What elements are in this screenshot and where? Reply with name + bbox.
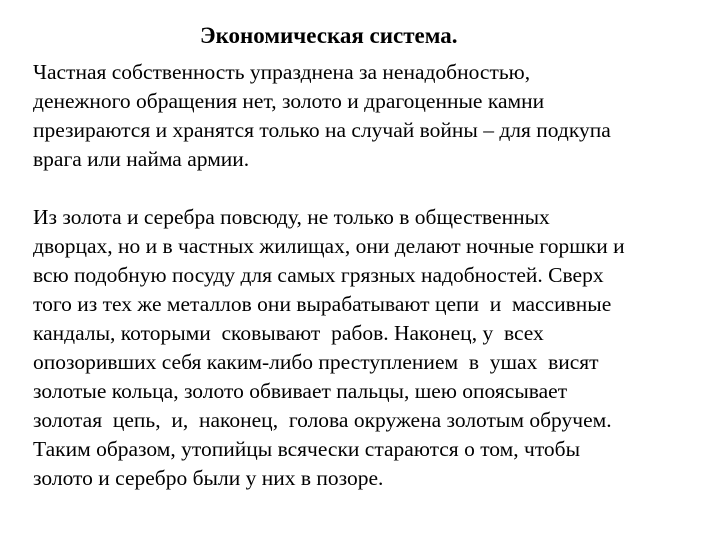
text-line: всю подобную посуду для самых грязных надобностей. Сверх bbox=[33, 263, 604, 287]
paragraph-1 bbox=[33, 58, 713, 174]
text-line: денежного обращения нет, золото и драгоценные камни bbox=[33, 89, 545, 113]
paragraph-2 bbox=[33, 203, 713, 493]
text-line: врага или найма армии. bbox=[33, 147, 250, 171]
text-line: дворцах, но и в частных жилищах, они делают ночные горшки и bbox=[33, 234, 625, 258]
text-line: Частная собственность упразднена за ненадобностью, bbox=[33, 60, 531, 84]
text-line: золотая цепь, и, наконец, голова окружена золотым обручем. bbox=[33, 408, 612, 432]
text-line: золотые кольца, золото обвивает пальцы, шею опоясывает bbox=[33, 379, 568, 403]
text-line: презираются и хранятся только на случай войны – для подкупа bbox=[33, 118, 611, 142]
text-line: Таким образом, утопийцы всячески стараются о том, чтобы bbox=[33, 437, 581, 461]
text-line: того из тех же металлов они вырабатывают цепи и массивные bbox=[33, 292, 612, 316]
text-line: опозоривших себя каким-либо преступлением в ушах висят bbox=[33, 350, 599, 374]
text-line: кандалы, которыми сковывают рабов. Наконец, у всех bbox=[33, 321, 544, 345]
paragraph-gap bbox=[33, 174, 713, 203]
text-line: золото и серебро были у них в позоре. bbox=[33, 466, 384, 490]
slide-title: Экономическая система. bbox=[200, 23, 458, 48]
slide-body bbox=[33, 58, 713, 493]
text-line: Из золота и серебра повсюду, не только в общественных bbox=[33, 205, 550, 229]
